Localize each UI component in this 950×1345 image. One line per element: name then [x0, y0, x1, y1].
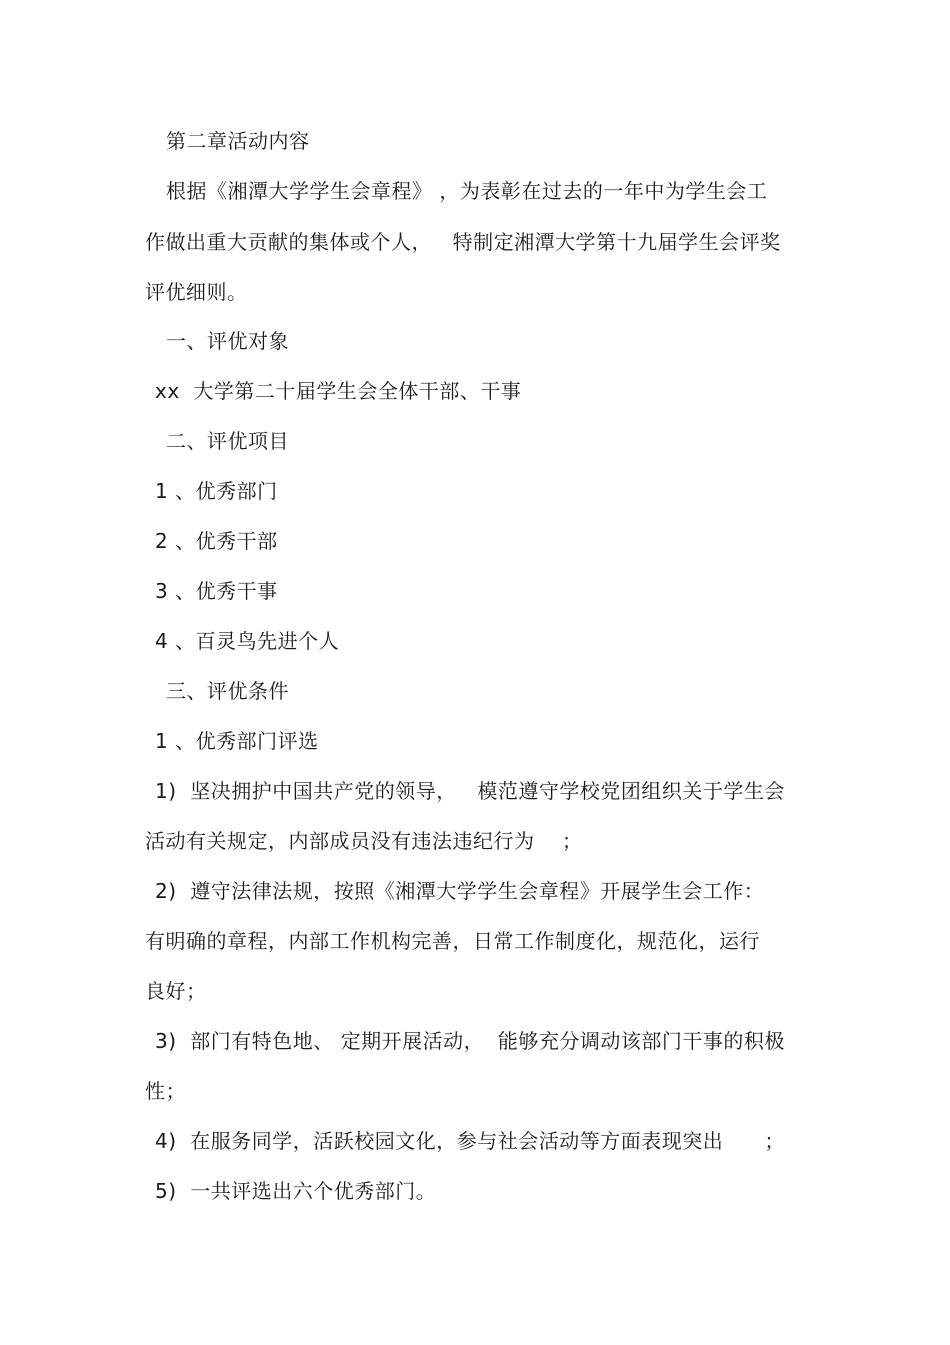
- paragraph-line: 良好；: [145, 979, 207, 1003]
- list-item: 2) 遵守法律法规，按照《湘潭大学学生会章程》开展学生会工作：: [155, 879, 765, 903]
- list-item: 1 、优秀部门: [155, 479, 278, 503]
- list-item: 5) 一共评选出六个优秀部门。: [155, 1179, 437, 1203]
- paragraph-line: 根据《湘潭大学学生会章程》 ，为表彰在过去的一年中为学生会工: [166, 179, 768, 203]
- chapter-heading: 第二章活动内容: [166, 129, 310, 153]
- list-item: 2 、优秀干部: [155, 529, 278, 553]
- paragraph-line: 有明确的章程，内部工作机构完善，日常工作制度化，规范化，运行: [145, 929, 760, 953]
- list-item: 1) 坚决拥护中国共产党的领导， 模范遵守学校党团组织关于学生会: [155, 779, 785, 803]
- paragraph-line: 活动有关规定，内部成员没有违法违纪行为 ；: [145, 829, 583, 853]
- section-heading: 二、评优项目: [166, 429, 289, 453]
- paragraph-line: 作做出重大贡献的集体或个人， 特制定湘潭大学第十九届学生会评奖: [145, 230, 781, 254]
- paragraph-line: 评优细则。: [145, 280, 248, 304]
- section-heading: 三、评优条件: [166, 679, 289, 703]
- list-item: 3) 部门有特色地、 定期开展活动， 能够充分调动该部门干事的积极: [155, 1029, 785, 1053]
- list-item: 3 、优秀干事: [155, 579, 278, 603]
- paragraph-line: xx 大学第二十届学生会全体干部、干事: [155, 379, 522, 403]
- list-item: 4) 在服务同学，活跃校园文化，参与社会活动等方面表现突出 ；: [155, 1129, 785, 1153]
- list-item: 4 、百灵鸟先进个人: [155, 629, 340, 653]
- list-item: 1 、优秀部门评选: [155, 729, 319, 753]
- section-heading: 一、评优对象: [166, 329, 289, 353]
- paragraph-line: 性；: [145, 1079, 186, 1103]
